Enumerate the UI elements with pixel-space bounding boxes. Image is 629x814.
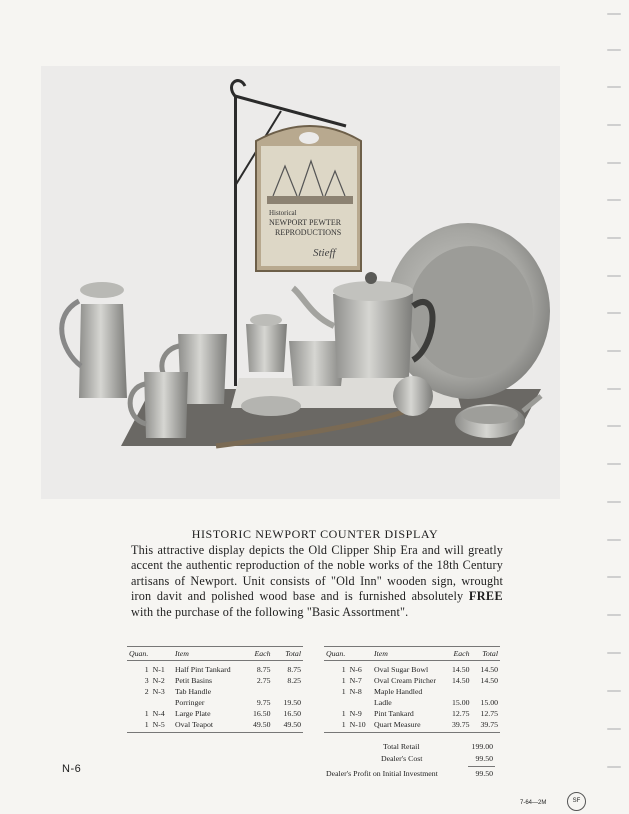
table-row bbox=[324, 719, 500, 733]
sign-text-2: NEWPORT PEWTER bbox=[269, 218, 342, 227]
page-number: N-6 bbox=[62, 763, 82, 775]
row-total: 14.50 bbox=[480, 665, 498, 674]
row-item: Maple Handled bbox=[374, 687, 423, 696]
row-total bbox=[273, 686, 303, 697]
row-code: N-2 bbox=[152, 676, 165, 685]
summary-rule bbox=[468, 766, 495, 767]
row-each bbox=[242, 686, 272, 697]
table-row bbox=[324, 697, 500, 708]
total-retail-label: Total Retail bbox=[383, 742, 420, 751]
row-item: Oval Cream Pitcher bbox=[374, 676, 436, 685]
row-total: 16.50 bbox=[283, 709, 301, 718]
table-row bbox=[324, 708, 500, 719]
row-item: Large Plate bbox=[174, 709, 211, 718]
col-total: Total bbox=[273, 647, 303, 661]
row-item: Oval Teapot bbox=[173, 719, 242, 733]
table-row bbox=[127, 697, 303, 708]
row-quan bbox=[324, 697, 348, 708]
table-row bbox=[127, 708, 303, 719]
table-row bbox=[127, 661, 303, 676]
row-quan: 1 bbox=[341, 709, 346, 718]
row-code: N-7 bbox=[349, 676, 362, 685]
row-each: 12.75 bbox=[452, 709, 470, 718]
row-total: 49.50 bbox=[273, 719, 303, 733]
sign-brand: Stieff bbox=[313, 247, 336, 259]
row-code: N-9 bbox=[349, 709, 362, 718]
table-row bbox=[127, 686, 303, 697]
row-each: 9.75 bbox=[256, 698, 271, 707]
row-quan: 1 bbox=[341, 687, 346, 696]
row-each: 2.75 bbox=[256, 676, 271, 685]
table-row bbox=[324, 661, 500, 676]
row-each: 49.50 bbox=[242, 719, 272, 733]
row-each bbox=[443, 686, 471, 697]
row-total: 15.00 bbox=[480, 698, 498, 707]
row-total: 14.50 bbox=[480, 676, 498, 685]
table-row bbox=[127, 675, 303, 686]
description-main: This attractive display depicts the Old Clipper Ship Era and will greatly accent the authentic reproduction of the noble works of the 18th Century artisans of Newport. Unit consists of "Old Inn" wooden sign, wrought iron davit and polished wood base and is furnished absolutely bbox=[131, 543, 503, 604]
row-quan: 1 bbox=[144, 709, 149, 718]
assortment-table-left bbox=[127, 646, 303, 733]
row-item: Tab Handle bbox=[174, 687, 212, 696]
row-item: Half Pint Tankard bbox=[174, 665, 231, 674]
sign-text-3: REPRODUCTIONS bbox=[275, 228, 342, 237]
row-code: N-1 bbox=[152, 665, 165, 674]
col-total: Total bbox=[472, 647, 500, 661]
row-item: Pint Tankard bbox=[374, 709, 414, 718]
row-code: N-5 bbox=[151, 719, 173, 733]
row-item: Porringer bbox=[174, 698, 205, 707]
dealers-cost-label: Dealer's Cost bbox=[381, 754, 423, 763]
row-each: 15.00 bbox=[452, 698, 470, 707]
union-seal-icon bbox=[567, 792, 586, 811]
row-item: Ladle bbox=[374, 698, 392, 707]
row-total bbox=[472, 686, 500, 697]
row-each: 14.50 bbox=[452, 665, 470, 674]
row-quan: 1 bbox=[341, 676, 346, 685]
col-quan: Quan. bbox=[127, 647, 151, 661]
row-item: Quart Measure bbox=[372, 719, 443, 733]
row-code: N-10 bbox=[348, 719, 372, 733]
assortment-table-right bbox=[324, 646, 500, 733]
row-total: 8.25 bbox=[287, 676, 301, 685]
description-paragraph bbox=[131, 543, 503, 620]
col-quan: Quan. bbox=[324, 647, 348, 661]
free-emphasis: FREE bbox=[468, 589, 503, 604]
row-quan bbox=[127, 697, 151, 708]
row-code: N-4 bbox=[152, 709, 165, 718]
row-quan: 1 bbox=[324, 719, 348, 733]
row-code bbox=[348, 697, 372, 708]
row-each: 16.50 bbox=[252, 709, 271, 718]
row-each: 14.50 bbox=[452, 676, 470, 685]
row-code bbox=[151, 697, 173, 708]
col-item: Item bbox=[372, 647, 443, 661]
print-code: 7-64—2M bbox=[520, 800, 547, 806]
col-item: Item bbox=[173, 647, 242, 661]
section-heading: HISTORIC NEWPORT COUNTER DISPLAY bbox=[191, 527, 439, 541]
row-item: Oval Sugar Bowl bbox=[374, 665, 429, 674]
row-each: 39.75 bbox=[443, 719, 471, 733]
row-code: N-6 bbox=[349, 665, 362, 674]
row-code: N-8 bbox=[349, 687, 362, 696]
profit-label: Dealer's Profit on Initial Investment bbox=[326, 769, 438, 778]
total-retail-value: 199.00 bbox=[471, 742, 493, 751]
row-total: 39.75 bbox=[472, 719, 500, 733]
row-total: 12.75 bbox=[480, 709, 498, 718]
table-row bbox=[324, 675, 500, 686]
binder-tabs bbox=[599, 0, 629, 814]
table-row bbox=[324, 686, 500, 697]
row-code: N-3 bbox=[152, 687, 165, 696]
row-quan: 1 bbox=[144, 665, 149, 674]
seal-text: SF bbox=[572, 798, 581, 804]
row-quan: 2 bbox=[144, 687, 149, 696]
row-total: 19.50 bbox=[283, 698, 301, 707]
description-end: with the purchase of the following "Basic Assortment". bbox=[131, 604, 409, 619]
sign-text-1: Historical bbox=[269, 209, 297, 217]
col-each: Each bbox=[443, 647, 471, 661]
dealers-cost-value: 99.50 bbox=[475, 754, 493, 763]
row-item: Petit Basins bbox=[174, 676, 213, 685]
table-row bbox=[127, 719, 303, 733]
row-each: 8.75 bbox=[256, 665, 271, 674]
row-quan: 1 bbox=[341, 665, 346, 674]
row-total: 8.75 bbox=[287, 665, 301, 674]
profit-value: 99.50 bbox=[475, 769, 493, 778]
row-quan: 1 bbox=[127, 719, 151, 733]
product-photo bbox=[41, 66, 560, 499]
col-each: Each bbox=[242, 647, 272, 661]
row-quan: 3 bbox=[144, 676, 149, 685]
